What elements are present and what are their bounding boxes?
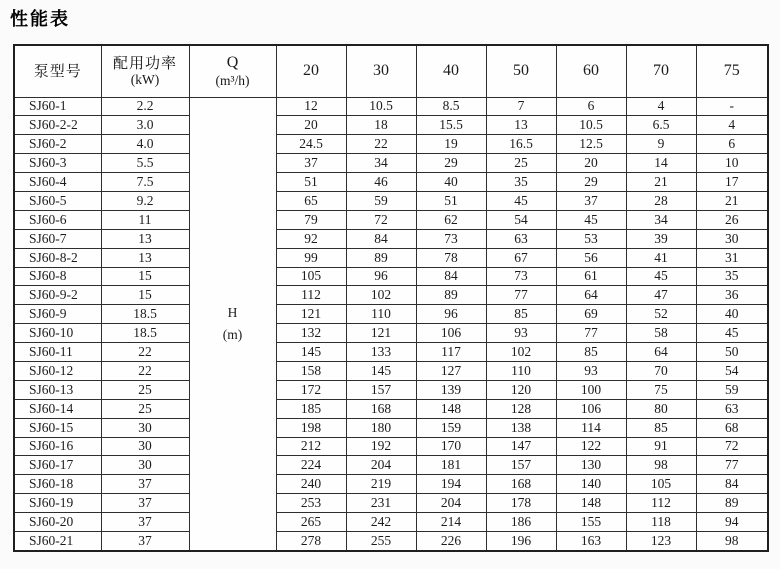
cell-head-value: 15.5	[416, 116, 486, 135]
cell-head-value: 54	[696, 361, 768, 380]
cell-head-value: 121	[346, 324, 416, 343]
cell-head-value: 120	[486, 380, 556, 399]
cell-pump-model: SJ60-14	[14, 399, 101, 418]
table-row	[14, 437, 768, 456]
cell-head-value: 77	[486, 286, 556, 305]
cell-head-value: 6.5	[626, 116, 696, 135]
cell-head-value: 102	[346, 286, 416, 305]
cell-head-value: 6	[696, 135, 768, 154]
cell-pump-model: SJ60-19	[14, 494, 101, 513]
table-row	[14, 418, 768, 437]
cell-head-value: 226	[416, 531, 486, 551]
cell-head-value: 265	[276, 513, 346, 532]
cell-head-value: 10.5	[346, 97, 416, 116]
cell-head-value: 45	[626, 267, 696, 286]
table-row	[14, 135, 768, 154]
cell-rated-power: 15	[101, 267, 189, 286]
cell-head-value: 62	[416, 210, 486, 229]
cell-head-value: 163	[556, 531, 626, 551]
cell-rated-power: 13	[101, 229, 189, 248]
cell-head-value: 19	[416, 135, 486, 154]
cell-head-value: 64	[556, 286, 626, 305]
cell-head-value: 45	[486, 191, 556, 210]
cell-head-value: 84	[696, 475, 768, 494]
cell-head-value: 9	[626, 135, 696, 154]
cell-pump-model: SJ60-8	[14, 267, 101, 286]
cell-head-value: 12.5	[556, 135, 626, 154]
cell-head-value: 64	[626, 343, 696, 362]
cell-head-value: 148	[416, 399, 486, 418]
cell-rated-power: 7.5	[101, 173, 189, 192]
cell-head-value: 180	[346, 418, 416, 437]
cell-head-value: 28	[626, 191, 696, 210]
cell-head-value: 178	[486, 494, 556, 513]
cell-head-value: 63	[696, 399, 768, 418]
cell-head-value: 89	[696, 494, 768, 513]
cell-head-value: 106	[416, 324, 486, 343]
cell-head-value: 20	[276, 116, 346, 135]
cell-head-value: 13	[486, 116, 556, 135]
cell-head-value: 112	[626, 494, 696, 513]
cell-head-value: 73	[486, 267, 556, 286]
cell-head-value: 114	[556, 418, 626, 437]
cell-head-value: 14	[626, 154, 696, 173]
table-row	[14, 97, 768, 116]
cell-head-value: 10	[696, 154, 768, 173]
cell-head-value: 118	[626, 513, 696, 532]
cell-head-value: 278	[276, 531, 346, 551]
cell-head-value: 35	[696, 267, 768, 286]
cell-head-value: 16.5	[486, 135, 556, 154]
cell-rated-power: 18.5	[101, 305, 189, 324]
cell-head-value: 224	[276, 456, 346, 475]
cell-rated-power: 3.0	[101, 116, 189, 135]
merged-cell-head-unit	[189, 97, 276, 551]
cell-head-value: 67	[486, 248, 556, 267]
cell-head-value: 110	[346, 305, 416, 324]
table-body	[14, 97, 768, 551]
cell-head-value: 25	[486, 154, 556, 173]
cell-head-value: 148	[556, 494, 626, 513]
cell-head-value: 130	[556, 456, 626, 475]
cell-head-value: 6	[556, 97, 626, 116]
cell-head-value: 53	[556, 229, 626, 248]
cell-head-value: 133	[346, 343, 416, 362]
cell-head-value: 72	[346, 210, 416, 229]
cell-head-value: 85	[556, 343, 626, 362]
table-row	[14, 531, 768, 551]
cell-rated-power: 4.0	[101, 135, 189, 154]
cell-head-value: 22	[346, 135, 416, 154]
head-symbol: H	[227, 305, 238, 321]
cell-head-value: 52	[626, 305, 696, 324]
cell-rated-power: 30	[101, 437, 189, 456]
col-header-flow-30: 30	[346, 45, 416, 97]
cell-head-value: 253	[276, 494, 346, 513]
cell-head-value: 121	[276, 305, 346, 324]
cell-head-value: 51	[416, 191, 486, 210]
cell-pump-model: SJ60-6	[14, 210, 101, 229]
cell-rated-power: 13	[101, 248, 189, 267]
cell-head-value: 105	[626, 475, 696, 494]
col-header-q-unit: (m³/h)	[215, 72, 250, 88]
cell-head-value: 132	[276, 324, 346, 343]
cell-head-value: 140	[556, 475, 626, 494]
cell-rated-power: 37	[101, 513, 189, 532]
cell-head-value: 112	[276, 286, 346, 305]
cell-pump-model: SJ60-17	[14, 456, 101, 475]
cell-head-value: -	[696, 97, 768, 116]
cell-head-value: 77	[696, 456, 768, 475]
cell-pump-model: SJ60-10	[14, 324, 101, 343]
cell-head-value: 78	[416, 248, 486, 267]
cell-head-value: 168	[346, 399, 416, 418]
table-row	[14, 399, 768, 418]
table-row	[14, 475, 768, 494]
cell-head-value: 172	[276, 380, 346, 399]
cell-rated-power: 25	[101, 399, 189, 418]
table-row	[14, 248, 768, 267]
col-header-model	[14, 45, 101, 97]
col-header-flow-20: 20	[276, 45, 346, 97]
cell-head-value: 51	[276, 173, 346, 192]
cell-head-value: 138	[486, 418, 556, 437]
cell-head-value: 17	[696, 173, 768, 192]
cell-pump-model: SJ60-11	[14, 343, 101, 362]
cell-head-value: 214	[416, 513, 486, 532]
cell-rated-power: 37	[101, 475, 189, 494]
cell-rated-power: 15	[101, 286, 189, 305]
cell-head-value: 255	[346, 531, 416, 551]
cell-head-value: 40	[696, 305, 768, 324]
cell-head-value: 110	[486, 361, 556, 380]
cell-pump-model: SJ60-8-2	[14, 248, 101, 267]
performance-table	[13, 44, 769, 552]
cell-head-value: 122	[556, 437, 626, 456]
cell-head-value: 4	[696, 116, 768, 135]
cell-pump-model: SJ60-2-2	[14, 116, 101, 135]
cell-head-value: 212	[276, 437, 346, 456]
cell-head-value: 40	[416, 173, 486, 192]
col-header-flow-40: 40	[416, 45, 486, 97]
cell-head-value: 96	[416, 305, 486, 324]
cell-head-value: 99	[276, 248, 346, 267]
cell-rated-power: 11	[101, 210, 189, 229]
cell-head-value: 84	[346, 229, 416, 248]
cell-pump-model: SJ60-9	[14, 305, 101, 324]
cell-head-value: 123	[626, 531, 696, 551]
cell-head-value: 37	[276, 154, 346, 173]
cell-rated-power: 25	[101, 380, 189, 399]
cell-head-value: 89	[346, 248, 416, 267]
cell-head-value: 98	[626, 456, 696, 475]
cell-head-value: 45	[556, 210, 626, 229]
cell-head-value: 46	[346, 173, 416, 192]
table-row	[14, 191, 768, 210]
cell-head-value: 8.5	[416, 97, 486, 116]
cell-head-value: 37	[556, 191, 626, 210]
table-row	[14, 267, 768, 286]
cell-head-value: 117	[416, 343, 486, 362]
cell-head-value: 93	[556, 361, 626, 380]
cell-head-value: 196	[486, 531, 556, 551]
cell-head-value: 181	[416, 456, 486, 475]
cell-head-value: 159	[416, 418, 486, 437]
cell-head-value: 85	[626, 418, 696, 437]
cell-head-value: 89	[416, 286, 486, 305]
cell-head-value: 198	[276, 418, 346, 437]
cell-head-value: 231	[346, 494, 416, 513]
cell-head-value: 24.5	[276, 135, 346, 154]
cell-head-value: 242	[346, 513, 416, 532]
cell-head-value: 69	[556, 305, 626, 324]
cell-head-value: 26	[696, 210, 768, 229]
cell-head-value: 204	[346, 456, 416, 475]
cell-head-value: 170	[416, 437, 486, 456]
cell-head-value: 65	[276, 191, 346, 210]
cell-rated-power: 30	[101, 456, 189, 475]
table-row	[14, 324, 768, 343]
cell-rated-power: 2.2	[101, 97, 189, 116]
cell-head-value: 59	[696, 380, 768, 399]
cell-pump-model: SJ60-18	[14, 475, 101, 494]
cell-head-value: 72	[696, 437, 768, 456]
cell-head-value: 186	[486, 513, 556, 532]
cell-head-value: 35	[486, 173, 556, 192]
cell-head-value: 204	[416, 494, 486, 513]
cell-head-value: 20	[556, 154, 626, 173]
cell-head-value: 102	[486, 343, 556, 362]
cell-head-value: 100	[556, 380, 626, 399]
cell-head-value: 47	[626, 286, 696, 305]
cell-pump-model: SJ60-7	[14, 229, 101, 248]
cell-head-value: 18	[346, 116, 416, 135]
table-row	[14, 116, 768, 135]
cell-head-value: 68	[696, 418, 768, 437]
cell-head-value: 85	[486, 305, 556, 324]
table-row	[14, 343, 768, 362]
col-header-flow-q	[189, 45, 276, 97]
table-row	[14, 361, 768, 380]
cell-head-value: 41	[626, 248, 696, 267]
cell-pump-model: SJ60-1	[14, 97, 101, 116]
table-row	[14, 305, 768, 324]
cell-head-value: 168	[486, 475, 556, 494]
cell-head-value: 21	[626, 173, 696, 192]
cell-head-value: 240	[276, 475, 346, 494]
cell-head-value: 36	[696, 286, 768, 305]
table-row	[14, 173, 768, 192]
cell-head-value: 7	[486, 97, 556, 116]
table-row	[14, 210, 768, 229]
cell-head-value: 127	[416, 361, 486, 380]
cell-head-value: 147	[486, 437, 556, 456]
cell-head-value: 219	[346, 475, 416, 494]
cell-head-value: 63	[486, 229, 556, 248]
cell-head-value: 70	[626, 361, 696, 380]
table-row	[14, 494, 768, 513]
cell-pump-model: SJ60-15	[14, 418, 101, 437]
cell-rated-power: 18.5	[101, 324, 189, 343]
table-row	[14, 513, 768, 532]
cell-rated-power: 37	[101, 531, 189, 551]
cell-head-value: 29	[556, 173, 626, 192]
cell-rated-power: 22	[101, 343, 189, 362]
cell-head-value: 155	[556, 513, 626, 532]
cell-pump-model: SJ60-4	[14, 173, 101, 192]
cell-head-value: 4	[626, 97, 696, 116]
cell-head-value: 56	[556, 248, 626, 267]
cell-pump-model: SJ60-21	[14, 531, 101, 551]
cell-head-value: 39	[626, 229, 696, 248]
col-header-power-label: 配用功率	[112, 54, 177, 72]
cell-head-value: 96	[346, 267, 416, 286]
cell-pump-model: SJ60-5	[14, 191, 101, 210]
col-header-flow-75: 75	[696, 45, 768, 97]
cell-pump-model: SJ60-20	[14, 513, 101, 532]
col-header-flow-50: 50	[486, 45, 556, 97]
cell-head-value: 84	[416, 267, 486, 286]
cell-rated-power: 9.2	[101, 191, 189, 210]
cell-head-value: 30	[696, 229, 768, 248]
cell-head-value: 158	[276, 361, 346, 380]
cell-head-value: 91	[626, 437, 696, 456]
col-header-power-unit: (kW)	[130, 72, 160, 88]
cell-head-value: 145	[346, 361, 416, 380]
cell-head-value: 58	[626, 324, 696, 343]
cell-head-value: 45	[696, 324, 768, 343]
cell-head-value: 54	[486, 210, 556, 229]
table-row	[14, 154, 768, 173]
cell-head-value: 157	[346, 380, 416, 399]
cell-head-value: 185	[276, 399, 346, 418]
cell-pump-model: SJ60-12	[14, 361, 101, 380]
cell-head-value: 21	[696, 191, 768, 210]
cell-head-value: 50	[696, 343, 768, 362]
cell-head-value: 75	[626, 380, 696, 399]
cell-head-value: 80	[626, 399, 696, 418]
cell-rated-power: 30	[101, 418, 189, 437]
cell-head-value: 59	[346, 191, 416, 210]
cell-rated-power: 22	[101, 361, 189, 380]
table-header-row	[14, 45, 768, 97]
cell-head-value: 10.5	[556, 116, 626, 135]
cell-head-value: 157	[486, 456, 556, 475]
cell-head-value: 34	[346, 154, 416, 173]
col-header-q-symbol: Q	[226, 54, 239, 72]
cell-head-value: 106	[556, 399, 626, 418]
cell-rated-power: 5.5	[101, 154, 189, 173]
cell-head-value: 192	[346, 437, 416, 456]
col-header-model-label: 泵型号	[33, 62, 82, 80]
cell-head-value: 145	[276, 343, 346, 362]
cell-head-value: 79	[276, 210, 346, 229]
col-header-power	[101, 45, 189, 97]
col-header-flow-60: 60	[556, 45, 626, 97]
cell-head-value: 61	[556, 267, 626, 286]
cell-pump-model: SJ60-3	[14, 154, 101, 173]
cell-pump-model: SJ60-9-2	[14, 286, 101, 305]
cell-head-value: 29	[416, 154, 486, 173]
cell-head-value: 94	[696, 513, 768, 532]
cell-head-value: 31	[696, 248, 768, 267]
cell-head-value: 194	[416, 475, 486, 494]
table-row	[14, 286, 768, 305]
cell-head-value: 12	[276, 97, 346, 116]
cell-pump-model: SJ60-16	[14, 437, 101, 456]
table-row	[14, 380, 768, 399]
cell-rated-power: 37	[101, 494, 189, 513]
page-title: 性能表	[10, 9, 70, 29]
table-row	[14, 456, 768, 475]
head-unit: (m)	[222, 326, 243, 342]
table-row	[14, 229, 768, 248]
cell-head-value: 73	[416, 229, 486, 248]
cell-pump-model: SJ60-2	[14, 135, 101, 154]
cell-head-value: 98	[696, 531, 768, 551]
cell-pump-model: SJ60-13	[14, 380, 101, 399]
cell-head-value: 92	[276, 229, 346, 248]
cell-head-value: 128	[486, 399, 556, 418]
col-header-flow-70: 70	[626, 45, 696, 97]
cell-head-value: 34	[626, 210, 696, 229]
cell-head-value: 77	[556, 324, 626, 343]
cell-head-value: 139	[416, 380, 486, 399]
cell-head-value: 93	[486, 324, 556, 343]
cell-head-value: 105	[276, 267, 346, 286]
